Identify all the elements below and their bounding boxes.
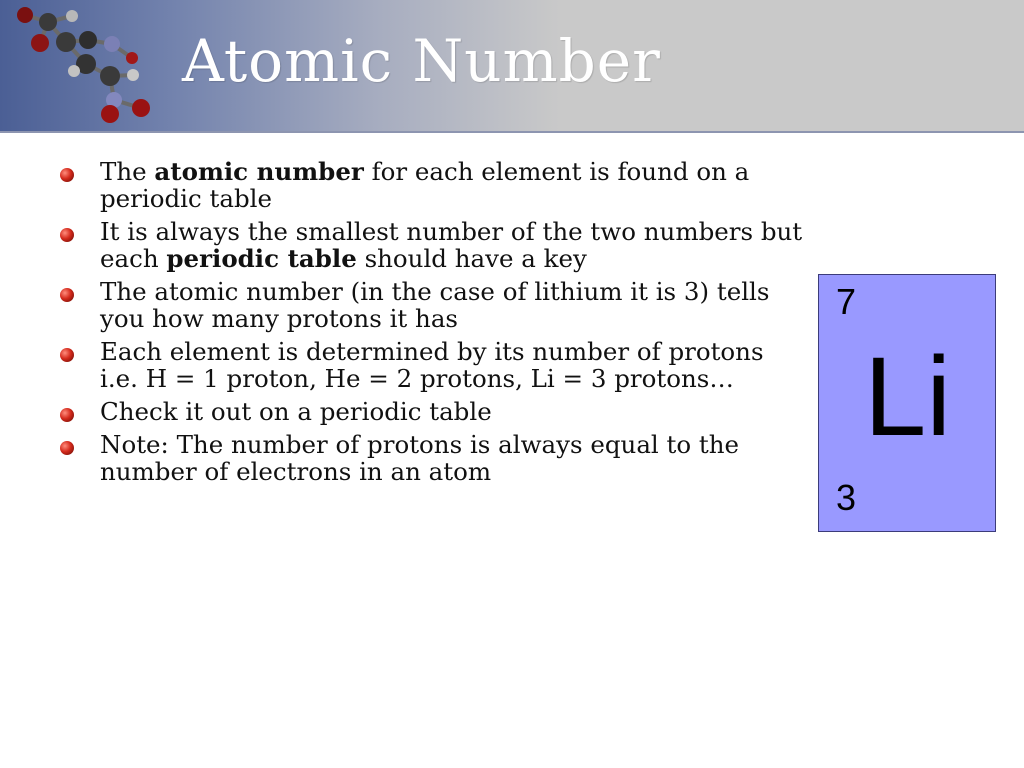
atomic-number: 3 xyxy=(836,477,857,518)
bullet-text: Each element is determined by its number of protons i.e. H = 1 proton, He = 2 protons, Li = 3 protons… xyxy=(100,337,764,393)
bullet-text: for each element is found on a periodic table xyxy=(100,157,750,213)
bullet-icon xyxy=(60,348,74,362)
element-symbol: Li xyxy=(864,334,952,459)
bullet-item xyxy=(56,158,806,212)
bullet-keyword: atomic number xyxy=(154,157,364,186)
mass-number: 7 xyxy=(836,281,857,322)
bullet-item xyxy=(56,218,806,272)
lithium-element-card xyxy=(818,274,996,532)
bullet-text: Check it out on a periodic table xyxy=(100,397,492,426)
bullet-icon xyxy=(60,168,74,182)
bullet-icon xyxy=(60,441,74,455)
bullet-item xyxy=(56,431,806,485)
slide-title: Atomic Number xyxy=(182,27,661,95)
bullet-item xyxy=(56,398,806,425)
bullet-list xyxy=(56,158,806,491)
bullet-text: The xyxy=(100,157,155,186)
bullet-text: Note: The number of protons is always equal to the number of electrons in an atom xyxy=(100,430,740,486)
bullet-text: The atomic number (in the case of lithium it is 3) tells you how many protons it has xyxy=(100,277,770,333)
bullet-item xyxy=(56,278,806,332)
bullet-icon xyxy=(60,228,74,242)
bullet-keyword: periodic table xyxy=(166,244,357,273)
bullet-item xyxy=(56,338,806,392)
molecule-icon xyxy=(0,0,170,132)
bullet-icon xyxy=(60,408,74,422)
bullet-icon xyxy=(60,288,74,302)
slide-header xyxy=(0,0,1024,132)
bullet-text: It is always the smallest number of the two numbers but each xyxy=(100,217,803,273)
header-divider xyxy=(0,131,1024,133)
bullet-text: should have a key xyxy=(356,244,587,273)
